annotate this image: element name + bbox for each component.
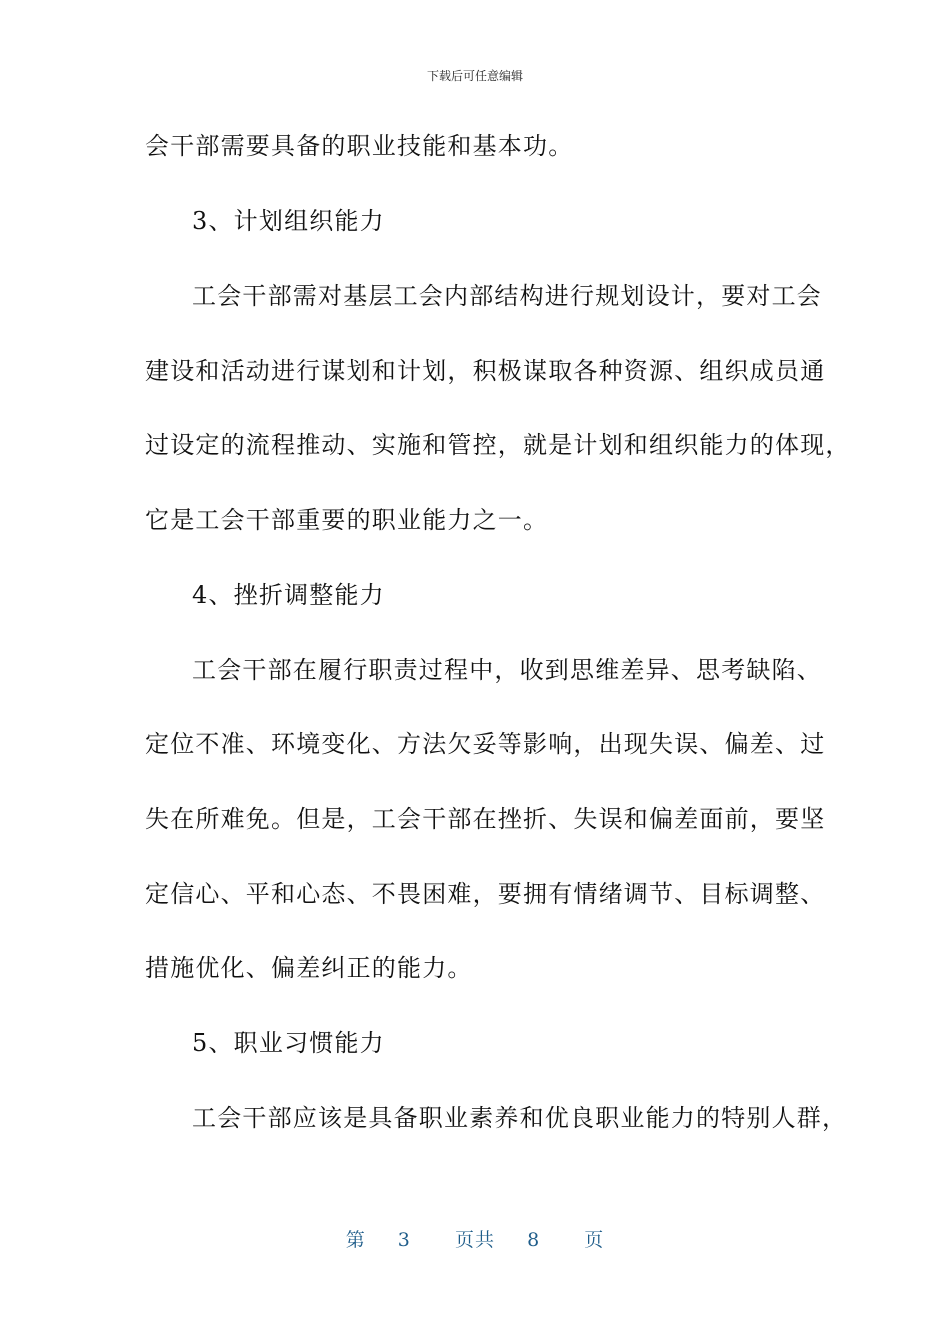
- body-line: 会干部需要具备的职业技能和基本功。: [145, 132, 574, 160]
- body-line: 定位不准、环境变化、方法欠妥等影响，出现失误、偏差、过: [145, 730, 826, 758]
- section-heading: 5、职业习惯能力: [192, 1029, 385, 1057]
- body-line: 失在所难免。但是，工会干部在挫折、失误和偏差面前，要坚: [145, 805, 826, 833]
- footer-label-total: 页共: [454, 1229, 495, 1251]
- body-line: 工会干部在履行职责过程中，收到思维差异、思考缺陷、: [192, 656, 822, 684]
- section-heading: 4、挫折调整能力: [192, 581, 385, 609]
- footer-total-pages: 8: [527, 1229, 541, 1251]
- page-footer: [0, 1225, 950, 1252]
- header-note: 下载后可任意编辑: [426, 69, 523, 83]
- body-line: 措施优化、偏差纠正的能力。: [145, 954, 473, 982]
- body-line: 定信心、平和心态、不畏困难，要拥有情绪调节、目标调整、: [145, 880, 826, 908]
- body-line: 工会干部应该是具备职业素养和优良职业能力的特别人群，: [192, 1104, 848, 1132]
- footer-current-page: 3: [397, 1229, 411, 1251]
- body-line: 建设和活动进行谋划和计划，积极谋取各种资源、组织成员通: [145, 357, 826, 385]
- footer-label-page: 第: [345, 1229, 366, 1251]
- section-heading: 3、计划组织能力: [192, 207, 385, 235]
- body-line: 工会干部需对基层工会内部结构进行规划设计，要对工会: [192, 282, 822, 310]
- body-line: 过设定的流程推动、实施和管控，就是计划和组织能力的体现，: [145, 431, 851, 459]
- footer-label-page-end: 页: [584, 1229, 605, 1251]
- body-line: 它是工会干部重要的职业能力之一。: [145, 506, 549, 534]
